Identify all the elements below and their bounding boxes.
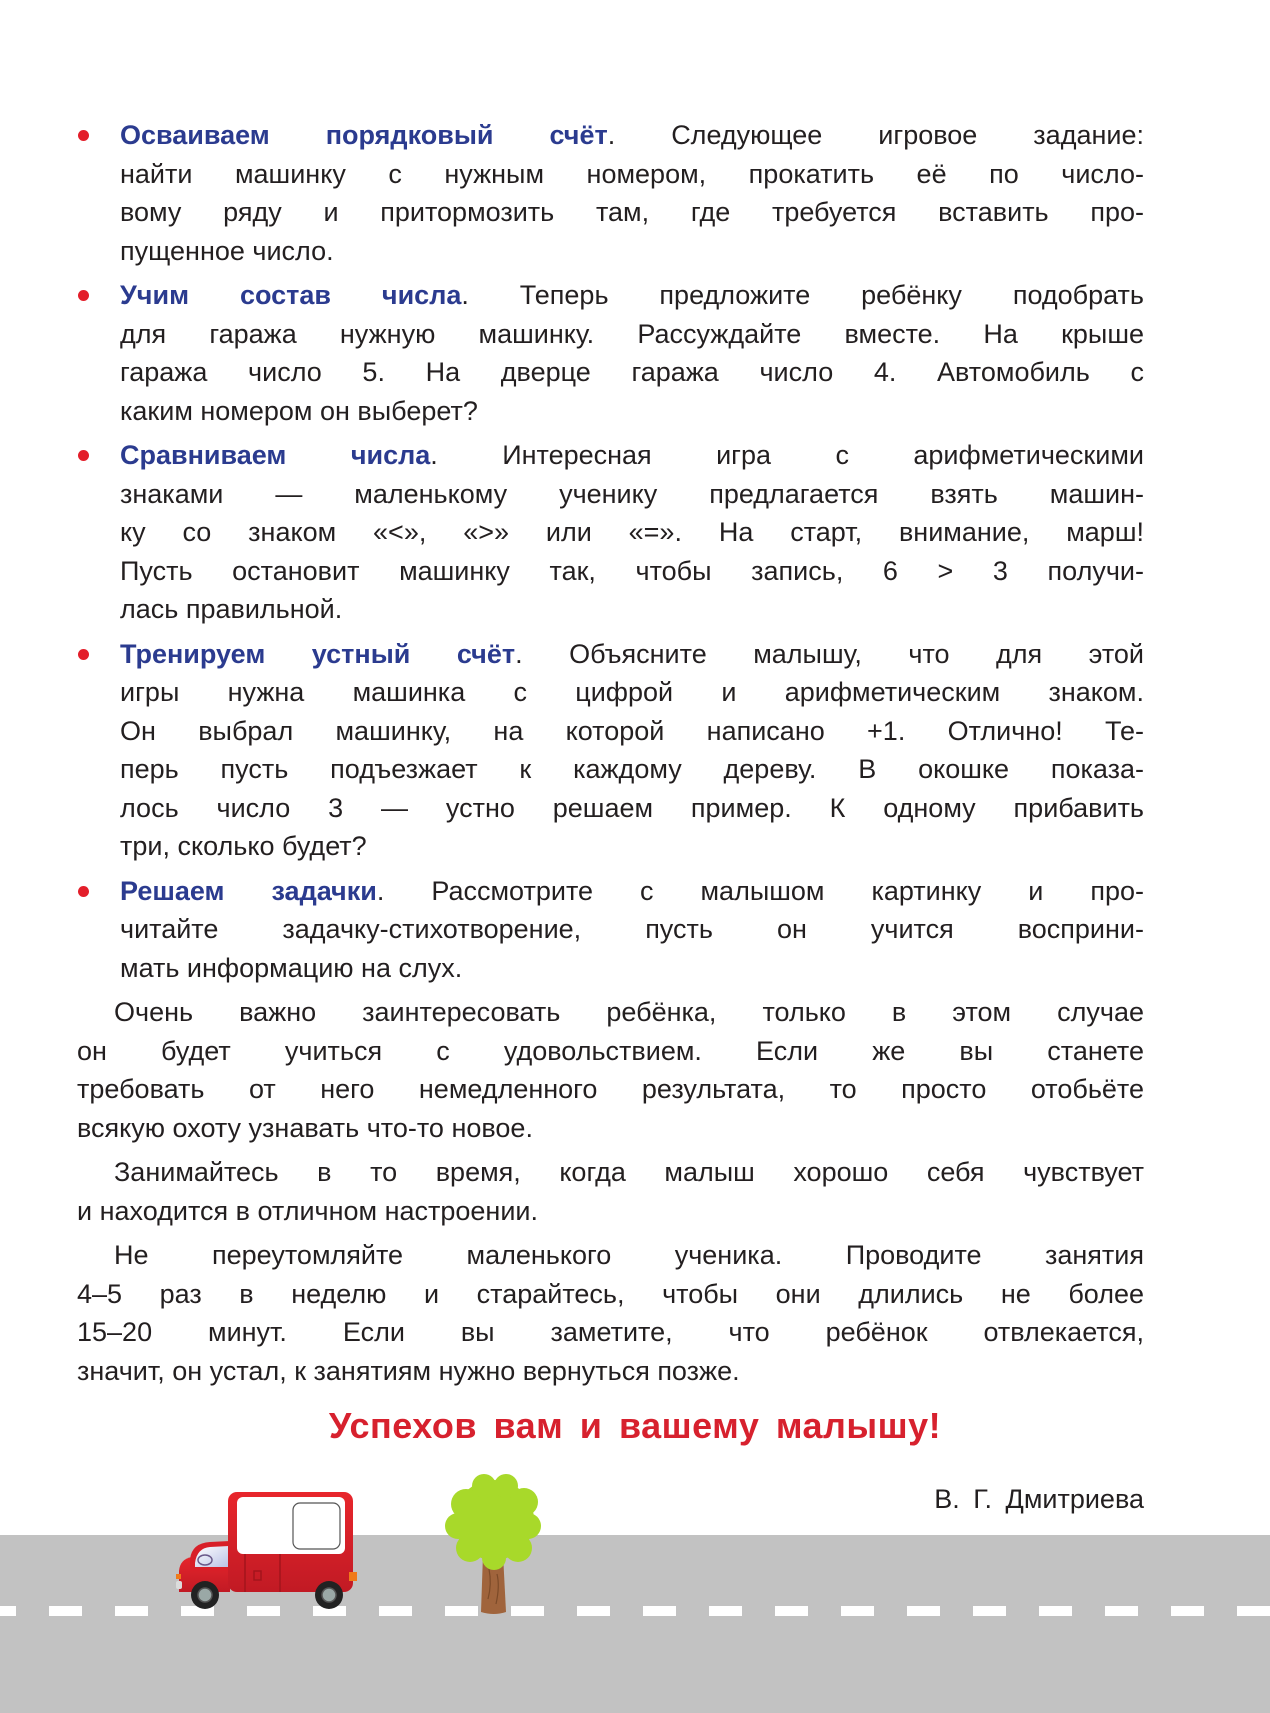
bullet-icon (78, 649, 89, 660)
road-dash (841, 1606, 874, 1616)
road-dash (775, 1606, 808, 1616)
bullet-text: Рассмотрите с малышом картинку и про- (431, 875, 1144, 906)
road-dash (1105, 1606, 1138, 1616)
paragraph-line: Очень важно заинтересовать ребёнка, только в этом случае (114, 997, 1144, 1027)
bullet-item-line: перь пусть подъезжает к каждому дереву. В окошке показа- (120, 754, 1144, 784)
road-dash (1039, 1606, 1072, 1616)
paragraph-line: 15–20 минут. Если вы заметите, что ребёнок отвлекается, (77, 1317, 1144, 1347)
bullet-term: Тренируем устный счёт (120, 638, 516, 669)
bullet-item-first-line: Тренируем устный счёт. Объясните малышу, что для этой (120, 638, 1144, 669)
bullet-item-first-line: Сравниваем числа. Интересная игра с арифметическими (120, 440, 1144, 470)
paragraph-line: значит, он устал, к занятиям нужно вернуться позже. (77, 1355, 740, 1386)
paragraph-line: он будет учиться с удовольствием. Если же вы станете (77, 1035, 1144, 1066)
bullet-item-line: три, сколько будет? (120, 831, 367, 861)
bullet-item-line: гаража число 5. На дверце гаража число 4. Автомобиль с (120, 357, 1144, 387)
red-van-icon (170, 1485, 370, 1615)
bullet-term: Учим состав числа (120, 280, 462, 310)
bullet-item-line: каким номером он выберет? (120, 395, 478, 426)
road-dash (709, 1606, 742, 1616)
bullet-item-first-line: Осваиваем порядковый счёт. Следующее игровое задание: (120, 120, 1144, 150)
road-dash (1171, 1606, 1204, 1616)
paragraph-line: Занимайтесь в то время, когда малыш хорошо себя чувствует (114, 1157, 1144, 1187)
road-dash (49, 1606, 82, 1616)
paragraph-line: и находится в отличном настроении. (77, 1195, 539, 1226)
bullet-text: Следующее игровое задание: (671, 120, 1144, 150)
bullet-text: Объясните малышу, что для этой (569, 638, 1144, 669)
bullet-item-line: для гаража нужную машинку. Рассуждайте вместе. На крыше (120, 318, 1144, 349)
bullet-item-line: мать информацию на слух. (120, 952, 463, 983)
bullet-item-line: пущенное число. (120, 235, 334, 266)
closing-heading: Успехов вам и вашему малышу! (328, 1405, 942, 1446)
bullet-icon (78, 130, 89, 141)
paragraph-line: всякую охоту узнавать что-то новое. (77, 1112, 533, 1143)
bullet-icon (78, 886, 89, 897)
road-dash (577, 1606, 610, 1616)
tree-icon (444, 1474, 544, 1619)
bullet-term: Решаем задачки (120, 875, 377, 906)
paragraph-line: Не переутомляйте маленького ученика. Проводите занятия (114, 1240, 1144, 1270)
bullet-item-line: читайте задачку-стихотворение, пусть он учится восприни- (120, 914, 1144, 944)
bullet-item-line: Пусть остановит машинку так, чтобы запись, 6 > 3 получи- (120, 555, 1144, 586)
bullet-item-first-line: Решаем задачки. Рассмотрите с малышом картинку и про- (120, 875, 1144, 906)
bullet-item-line: лась правильной. (120, 594, 343, 624)
bullet-item-first-line: Учим состав числа. Теперь предложите ребёнку подобрать (120, 280, 1144, 310)
bullet-item-line: вому ряду и притормозить там, где требуется вставить про- (120, 197, 1144, 227)
bullet-item-line: ку со знаком «<», «>» или «=». На старт, внимание, марш! (120, 517, 1144, 547)
bullet-item-line: лось число 3 — устно решаем пример. К одному прибавить (120, 792, 1144, 823)
road-dash (907, 1606, 940, 1616)
bullet-term: Сравниваем числа (120, 440, 431, 470)
road-dash (115, 1606, 148, 1616)
road-dash (973, 1606, 1006, 1616)
bullet-term: Осваиваем порядковый счёт (120, 120, 608, 150)
paragraph-line: требовать от него немедленного результата, то просто отобьёте (77, 1074, 1144, 1104)
bullet-icon (78, 290, 89, 301)
bullet-item-line: Он выбрал машинку, на которой написано +1. Отлично! Те- (120, 715, 1144, 746)
bullet-item-line: игры нужна машинка с цифрой и арифметическим знаком. (120, 677, 1144, 707)
road-dash (0, 1606, 16, 1616)
bullet-item-line: знаками — маленькому ученику предлагается взять машин- (120, 478, 1144, 509)
road-dash (643, 1606, 676, 1616)
paragraph-line: 4–5 раз в неделю и старайтесь, чтобы они длились не более (77, 1278, 1144, 1309)
bullet-item-line: найти машинку с нужным номером, прокатить её по число- (120, 158, 1144, 189)
bullet-text: Теперь предложите ребёнку подобрать (519, 280, 1144, 310)
bullet-text: Интересная игра с арифметическими (502, 440, 1144, 470)
road-dash (1237, 1606, 1270, 1616)
bullet-icon (78, 450, 89, 461)
road-dash (379, 1606, 412, 1616)
author-signature: В. Г. Дмитриева (934, 1484, 1144, 1514)
